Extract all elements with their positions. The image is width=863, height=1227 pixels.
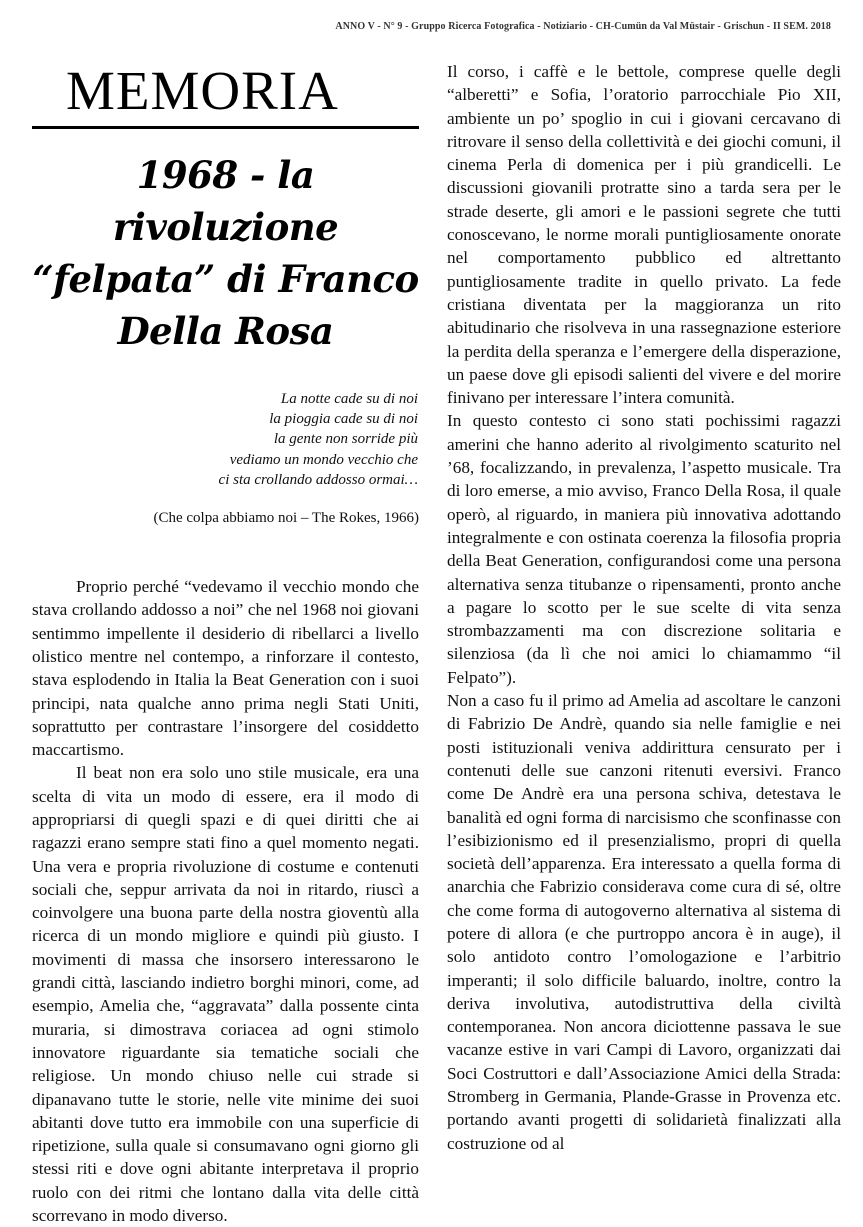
body-paragraph: In questo contesto ci sono stati pochissimi ragazzi amerini che hanno aderito al rivolgimento scaturito nel ’68, focalizzando, in prevalenza, l’aspetto musicale. Tra di loro emerse, a mio avviso, Franco Della Rosa, il quale operò, al riguardo, in maniera più innovativa adottando integralmente e con ostinata coerenza la filosofia propria della Beat Generation, configurandosi come una persona alternativa senza titubanze o ripensamenti, pronto anche a pagare lo scotto per le sue scelte di vita senza strombazzamenti ma con discrezione solitaria e silenziosa (da lì che noi amici lo chiamammo “il Felpato”).: [447, 411, 841, 687]
epigraph-line: la pioggia cade su di noi: [269, 411, 418, 428]
right-body: [447, 60, 841, 1155]
left-column: [32, 56, 419, 1227]
article-title-line: “felpata” di Franco: [32, 257, 419, 301]
epigraph-line: La notte cade su di noi: [280, 391, 418, 407]
epigraph-source: (Che colpa abbiamo noi – The Rokes, 1966): [153, 510, 419, 527]
article-title-line: Della Rosa: [117, 309, 334, 353]
epigraph-line: la gente non sorride più: [273, 431, 418, 448]
left-body: [32, 575, 419, 1227]
body-paragraph: Il corso, i caffè e le bettole, comprese quelle degli “alberetti” e Sofia, l’oratorio parrocchiale Pio XII, ambiente un po’ spoglio in cui i giovani cercavano di ritrovare il senso della collettività e dei giochi comuni, il cinema Perla di domenica per i più grandicelli. Le discussioni giovanili protratte sino a tarda sera per le strade deserte, gli amori e le passioni segrete che tutti conoscevano, le norme morali puntigliosamente onorate nel comportamento pubblico ed altrettanto puntigliosamente tradite in quello privato. La fede cristiana diventata per la maggioranza un rito abitudinario che risolveva in una rassegnazione esteriore la perdita della speranza e l’emergere della disperazione, un paese dove gli episodi salienti del vivere e del morire finivano per interessare l’intera comunità.: [447, 62, 841, 408]
article-title: [32, 149, 419, 357]
body-paragraph: Proprio perché “vedevamo il vecchio mondo che stava crollando addosso a noi” che nel 1968 noi giovani sentimmo impellente il desiderio di ribellarci a livello olistico mentre nel contempo, a rinforzare il contesto, stava esplodendo in Italia la Beat Generation con i suoi principi, nata qualche anno prima negli Stati Uniti, soprattutto per contrastare l’insorgere del cosiddetto maccartismo.: [32, 577, 419, 760]
title-rule: [32, 126, 419, 129]
epigraph-line: ci sta crollando addosso ormai…: [218, 471, 418, 488]
body-paragraph: Il beat non era solo uno stile musicale, era una scelta di vita un modo di essere, era il modo di appropriarsi di quegli spazi e di quei diritti che ai ragazzi erano sempre stati fino a quel momento negati. Una vera e propria rivoluzione di costume e contenuti sociali che, seppur arrivata da noi in ritardo, riuscì a coinvolgere una buona parte della nostra gioventù alla ricerca di un mondo migliore e quindi più giusto. I movimenti di massa che insorsero interessarono le grandi città, lasciando indietro borghi minori, come, ad esempio, Amelia che, “aggravata” dalla possente cinta muraria, si dimostrava coriacea ad ogni stimolo innovatore riguardante sia tematiche sociali che religiose. Un mondo chiuso nelle cui strade si dipanavano tutte le storie, nelle vite minime dei suoi abitanti dove tutto era immobile con una superficie di ripetizione, sulla quale si consumavano ogni giorno gli stessi riti e dove ogni abitante interpretava il proprio ruolo con dei ritmi che lontano dalla vita delle città scorrevano in modo diverso.: [32, 763, 419, 1226]
body-paragraph: Non a caso fu il primo ad Amelia ad ascoltare le canzoni di Fabrizio De Andrè, quando sia nelle famiglie e nei posti istituzionali veniva addirittura censurato per i contenuti delle sue canzoni ritenuti eversivi. Franco come De Andrè era una persona schiva, detestava le banalità ed ogni forma di narcisismo che sconfinasse con l’esibizionismo ed il presenzialismo, propri di quella società dell’apparenza. Era interessato a quella forma di anarchia che Fabrizio considerava come cura di sé, oltre che come forma di autogoverno alternativa al sistema di potere di allora (e che purtroppo ancora è in auge), il solo antidoto contro l’omologazione e l’arbitrio imperanti; il solo difficile baluardo, inoltre, contro la deriva involutiva, autodistruttiva della civiltà contemporanea. Non ancora diciottenne passava le sue vacanze estive in vari Campi di Lavoro, organizzati dai Soci Costruttori e dall’Associazione Amici della Strada: Stromberg in Germania, Plande-Grasse in Provenza etc. portando avanti progetti di solidarietà finalizzati alla costruzione od al: [447, 691, 841, 1153]
right-column: [447, 60, 841, 1155]
page-header: ANNO V - N° 9 - Gruppo Ricerca Fotografica - Notiziario - CH-Cumün da Val Müstair - Grischun - II SEM. 2018: [335, 21, 831, 32]
epigraph: [32, 389, 419, 490]
epigraph-line: vediamo un mondo vecchio che: [229, 451, 418, 468]
article-title-line: 1968 - la rivoluzione: [112, 153, 339, 249]
section-title: MEMORIA: [66, 60, 339, 121]
